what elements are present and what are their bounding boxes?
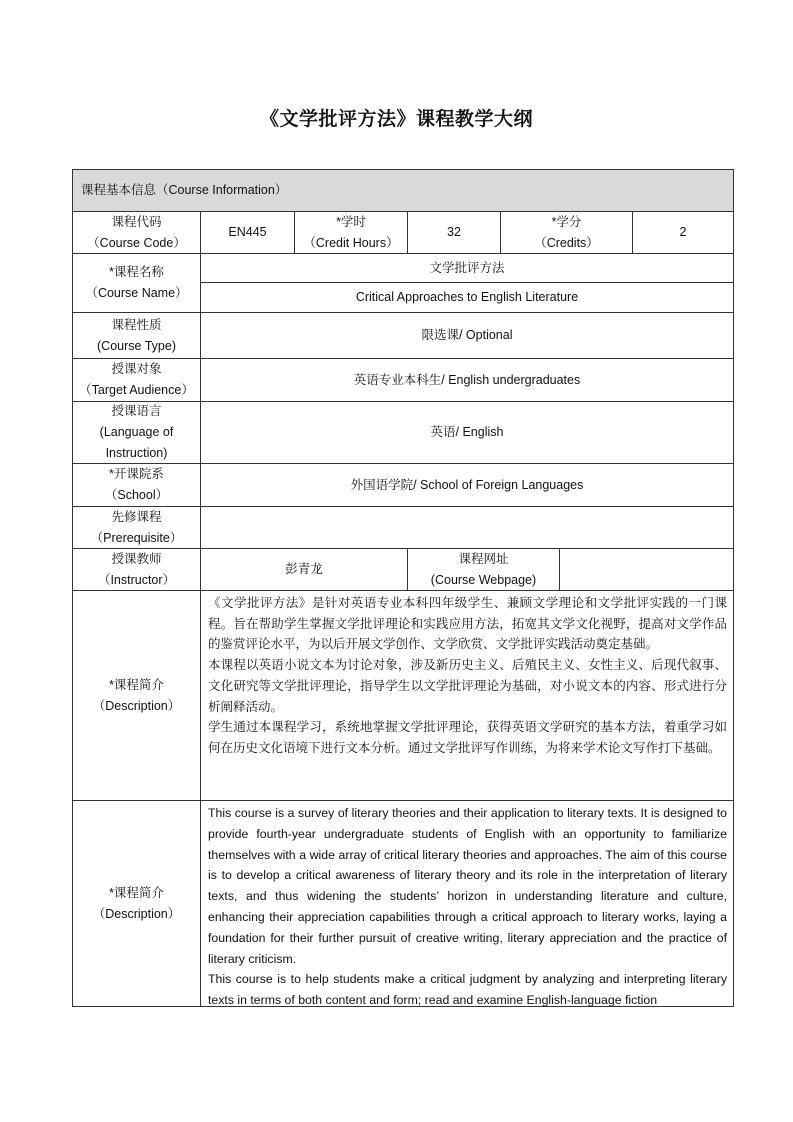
language-label-en-2: Instruction) [105, 446, 168, 460]
course-type-label-zh: 课程性质 [111, 317, 162, 332]
school-value [201, 464, 733, 507]
description-zh-label-en: （Description） [92, 698, 181, 713]
target-audience-label-zh: 授课对象 [111, 362, 162, 376]
instructor-name: 彭青龙 [285, 562, 323, 576]
language-value [201, 402, 733, 464]
description-en-body [201, 801, 733, 1007]
section-header [73, 170, 733, 212]
description-zh-label-zh: *课程简介 [109, 677, 164, 692]
target-audience-label [73, 359, 201, 402]
course-webpage-label-en: (Course Webpage) [430, 572, 537, 587]
description-en-label [73, 801, 201, 1007]
prerequisite-label-en: （Prerequisite） [90, 530, 183, 545]
course-code-value [201, 212, 295, 254]
credits-value [633, 212, 733, 254]
description-zh-paragraph: 学生通过本课程学习，系统地掌握文学批评理论，获得英语文学研究的基本方法，着重学习如何在历史文化语境下进行文本分析。通过文学批评写作训练，为将来学术论文写作打下基础。 [208, 719, 727, 755]
language-text: 英语/ English [430, 425, 504, 439]
credit-hours-label-zh: *学时 [336, 214, 366, 229]
school-text: 外国语学院/ School of Foreign Languages [350, 477, 584, 492]
description-zh-paragraph: 《文学批评方法》是针对英语专业本科四年级学生、兼顾文学理论和文学批评实践的一门课程。旨在帮助学生掌握文学批评理论和实践应用方法，拓宽其文学文化视野，提高对文学作品的鉴赏评论水平，为以后开展文学创作、文学欣赏、文学批评实践活动奠定基础。 [208, 595, 727, 652]
language-label-en-1: (Language of [99, 425, 174, 439]
school-label-en: （School） [104, 488, 169, 502]
section-header-text: 课程基本信息（Course Information） [81, 183, 288, 197]
description-en-paragraph: This course is a survey of literary theories and their application to literary texts. It is designed to provide fourth-year undergraduate students of English with an opportunity to familiarize themselves with a wide array of critical literary theories and approaches. The aim of this course is to develop a critical awareness of literary theory and its role in the interpretation of literary texts, and thus widening the students’ horizon in understanding literature and culture, enhancing their appreciation capabilities through a critical approach to literary works, laying a foundation for their further pursuit of creative writing, literary appreciation and the practice of literary criticism. [208, 806, 727, 966]
credit-hours-text: 32 [447, 225, 461, 239]
course-code-label-zh: 课程代码 [111, 214, 162, 229]
instructor-value [201, 549, 408, 591]
school-label [73, 464, 201, 507]
course-type-value [201, 313, 733, 359]
prerequisite-label [73, 507, 201, 549]
credit-hours-value [408, 212, 501, 254]
course-webpage-value [560, 549, 733, 591]
course-name-zh-text: 文学批评方法 [429, 259, 505, 275]
course-name-en-text: Critical Approaches to English Literature [355, 290, 579, 304]
course-name-value-en [201, 283, 733, 313]
description-en-paragraph: This course is to help students make a critical judgment by analyzing and interpreting literary texts in terms of both content and form; read and examine English-language fiction [208, 972, 727, 1007]
course-name-value-zh [201, 254, 733, 283]
school-label-zh: *开课院系 [109, 467, 164, 481]
language-label [73, 402, 201, 464]
course-name-label [73, 254, 201, 313]
credits-label [501, 212, 633, 254]
course-name-label-zh: *课程名称 [109, 265, 164, 279]
instructor-label [73, 549, 201, 591]
target-audience-label-en: （Target Audience） [79, 383, 194, 397]
course-type-text: 限选课/ Optional [421, 328, 513, 342]
credit-hours-label-en: （Credit Hours） [303, 235, 399, 250]
target-audience-text: 英语专业本科生/ English undergraduates [353, 372, 581, 387]
description-en-label-en: （Description） [92, 907, 181, 921]
course-code-label-en: （Course Code） [87, 235, 186, 250]
course-webpage-label-zh: 课程网址 [458, 551, 509, 566]
description-zh-paragraph: 本课程以英语小说文本为讨论对象，涉及新历史主义、后殖民主义、女性主义、后现代叙事、文化研究等文学批评理论，指导学生以文学批评理论为基础，对小说文本的内容、形式进行分析阐释活动。 [208, 657, 727, 714]
course-info-table [72, 169, 734, 1007]
instructor-label-zh: 授课教师 [111, 551, 162, 566]
prerequisite-value [201, 507, 733, 549]
description-zh-label [73, 591, 201, 801]
credits-label-zh: *学分 [551, 214, 582, 229]
course-type-label-en: (Course Type) [97, 338, 176, 353]
description-en-label-zh: *课程简介 [109, 886, 164, 900]
language-label-zh: 授课语言 [111, 404, 162, 418]
instructor-label-en: （Instructor） [97, 572, 176, 587]
course-name-label-en: （Course Name） [85, 286, 188, 300]
credits-text: 2 [679, 225, 687, 239]
credit-hours-label [295, 212, 408, 254]
course-code-label [73, 212, 201, 254]
prerequisite-label-zh: 先修课程 [111, 509, 162, 524]
course-code-text: EN445 [228, 225, 267, 239]
target-audience-value [201, 359, 733, 402]
description-zh-body [201, 591, 733, 801]
page-title: 《文学批评方法》课程教学大纲 [259, 108, 533, 130]
course-type-label [73, 313, 201, 359]
credits-label-en: （Credits） [534, 235, 599, 250]
course-webpage-label [408, 549, 560, 591]
